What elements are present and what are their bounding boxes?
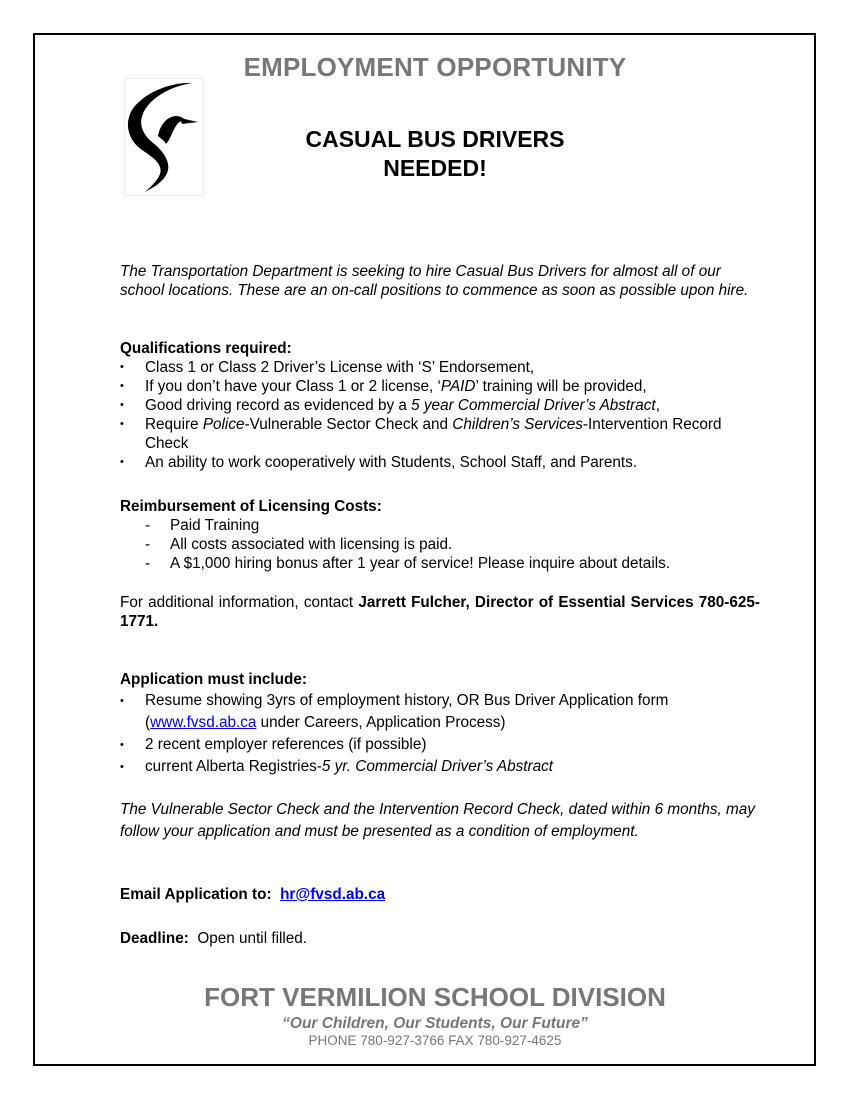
list-item: • Good driving record as evidenced by a 5 year Commercial Driver’s Abstract, <box>120 396 760 415</box>
contact-paragraph: For additional information, contact Jarrett Fulcher, Director of Essential Services 780-625-1771. <box>120 594 760 630</box>
deadline-label: Deadline: <box>120 930 189 947</box>
deadline-value: Open until filled. <box>197 930 308 947</box>
footer-organization: FORT VERMILION SCHOOL DIVISION <box>204 982 666 1012</box>
website-link[interactable]: www.fvsd.ab.ca <box>150 714 257 731</box>
headline-line-2: NEEDED! <box>383 155 487 181</box>
qualifications-section <box>120 339 760 472</box>
list-item: • Class 1 or Class 2 Driver’s License with ‘S’ Endorsement, <box>120 358 760 377</box>
list-item: - Paid Training <box>120 516 760 535</box>
list-item: • Require Police-Vulnerable Sector Check and Children’s Services-Intervention Record Check <box>120 415 760 453</box>
application-heading: Application must include: <box>120 671 307 688</box>
email-link[interactable]: hr@fvsd.ab.ca <box>280 886 386 903</box>
note-paragraph: The Vulnerable Sector Check and the Intervention Record Check, dated within 6 months, may follow your application and must be presented as a condition of employment. <box>120 801 755 840</box>
qualifications-heading: Qualifications required: <box>120 340 292 357</box>
email-label: Email Application to: <box>120 886 272 903</box>
reimbursement-section <box>120 497 760 573</box>
list-item: - A $1,000 hiring bonus after 1 year of service! Please inquire about details. <box>120 554 760 573</box>
qualifications-list <box>120 358 760 472</box>
reimbursement-heading: Reimbursement of Licensing Costs: <box>120 498 382 515</box>
reimbursement-list <box>120 516 760 573</box>
deadline-line <box>120 929 760 948</box>
page-title: EMPLOYMENT OPPORTUNITY <box>243 52 627 82</box>
email-line <box>120 885 760 904</box>
list-item: • 2 recent employer references (if possible) <box>120 734 760 756</box>
list-item: • Resume showing 3yrs of employment history, OR Bus Driver Application form (www.fvsd.ab.ca under Careers, Application Process) <box>120 690 760 734</box>
list-item: • If you don’t have your Class 1 or 2 license, ‘PAID’ training will be provided, <box>120 377 760 396</box>
footer-motto: “Our Children, Our Students, Our Future” <box>282 1015 588 1032</box>
application-section <box>120 670 760 778</box>
intro-paragraph: The Transportation Department is seeking to hire Casual Bus Drivers for almost all of our school locations. These are an on-call positions to commence as soon as possible upon hire. <box>120 263 749 299</box>
application-list <box>120 690 760 778</box>
list-item: • current Alberta Registries-5 yr. Commercial Driver’s Abstract <box>120 756 760 778</box>
list-item: • An ability to work cooperatively with Students, School Staff, and Parents. <box>120 453 760 472</box>
contact-name: Jarrett Fulcher, Director of Essential Services 780-625-1771. <box>120 594 760 630</box>
footer-phone: PHONE 780-927-3766 FAX 780-927-4625 <box>308 1033 562 1048</box>
headline-line-1: CASUAL BUS DRIVERS <box>305 126 565 152</box>
list-item: - All costs associated with licensing is paid. <box>120 535 760 554</box>
division-logo-icon <box>124 78 204 196</box>
